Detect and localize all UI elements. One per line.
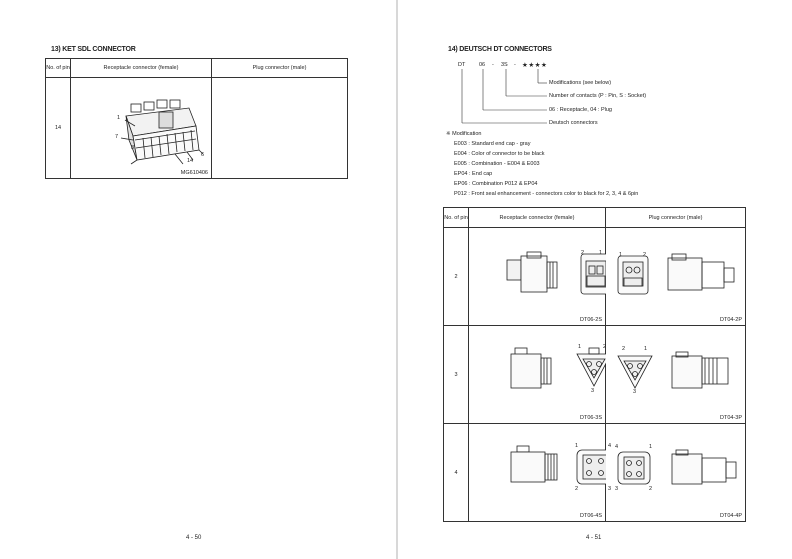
pin-label: 3 bbox=[615, 486, 619, 492]
part-code-dt04-4p: DT04-4P bbox=[719, 513, 742, 519]
table-row bbox=[444, 326, 746, 424]
ket-receptacle-cell bbox=[71, 78, 212, 179]
pin-label-1: 1 bbox=[117, 115, 121, 121]
pin-label-8: 8 bbox=[131, 145, 135, 151]
table-row bbox=[444, 424, 746, 522]
pin-label: 2 bbox=[603, 344, 607, 350]
pin-label: 2 bbox=[622, 346, 626, 352]
pin-label: 4 bbox=[608, 443, 612, 449]
dt06-2s-drawing bbox=[469, 228, 606, 325]
code-part-dash: - bbox=[492, 62, 494, 68]
pin-label: 3 bbox=[591, 388, 595, 394]
code-part-dash: - bbox=[514, 62, 516, 68]
dt04-2p-cell bbox=[606, 228, 746, 326]
legend-deutsch: Deutsch connectors bbox=[549, 120, 598, 126]
pin-count: 2 bbox=[454, 273, 458, 280]
right-page bbox=[398, 0, 792, 559]
pin-label: 1 bbox=[578, 344, 582, 350]
pin-count: 14 bbox=[54, 125, 62, 131]
code-part-3s: 3S bbox=[501, 62, 508, 68]
header-receptacle bbox=[71, 59, 212, 78]
mod-p012: P012 : Front seal enhancement - connectors color to black for 2, 3, 4 & 6pin bbox=[454, 191, 639, 197]
mod-ep04: EP04 : End cap bbox=[454, 171, 493, 177]
part-code-dt06-2s: DT06-2S bbox=[579, 317, 602, 323]
page-number-right: 4 - 51 bbox=[586, 535, 602, 541]
part-code-dt06-3s: DT06-3S bbox=[579, 415, 602, 421]
header-text: No. of pin bbox=[444, 214, 468, 221]
dt06-3s-drawing bbox=[469, 326, 606, 423]
pin-label-14: 14 bbox=[187, 158, 194, 164]
legend-receptacle-plug: 06 : Receptacle, 04 : Plug bbox=[549, 107, 612, 113]
pin-label: 1 bbox=[599, 250, 603, 256]
pin-label: 1 bbox=[619, 252, 623, 258]
pin-label-6: 6 bbox=[201, 152, 205, 158]
code-part-stars: ★★★★ bbox=[522, 62, 548, 69]
pin-label: 3 bbox=[633, 389, 637, 395]
mod-ep06: EP06 : Combination P012 & EP04 bbox=[454, 181, 538, 187]
modification-title: ※ Modification bbox=[446, 131, 482, 137]
table-row bbox=[444, 228, 746, 326]
pin-label: 4 bbox=[615, 444, 619, 450]
page-number-left: 4 - 50 bbox=[186, 535, 202, 541]
ket-plug-cell bbox=[212, 78, 348, 179]
pin-count-cell bbox=[444, 228, 469, 326]
mod-e004: E004 : Color of connector to be black bbox=[454, 151, 545, 157]
legend-modifications: Modifications (see below) bbox=[549, 80, 612, 86]
dt04-3p-drawing bbox=[606, 326, 746, 423]
mod-e005: E005 : Combination - E004 & E003 bbox=[454, 161, 540, 167]
pin-label: 1 bbox=[649, 444, 653, 450]
pin-label-7: 7 bbox=[115, 134, 119, 140]
part-code-dt06-4s: DT06-4S bbox=[579, 513, 602, 519]
legend-contacts: Number of contacts (P : Pin, S : Socket) bbox=[549, 93, 647, 99]
mod-e003: E003 : Standard end cap - gray bbox=[454, 141, 531, 147]
dt06-3s-cell bbox=[469, 326, 606, 424]
ket-connector-table bbox=[45, 58, 348, 179]
pin-count-cell bbox=[444, 424, 469, 522]
pin-label: 2 bbox=[643, 252, 647, 258]
pin-count: 4 bbox=[454, 469, 458, 476]
dt04-3p-cell bbox=[606, 326, 746, 424]
part-code-dt04-3p: DT04-3P bbox=[719, 415, 742, 421]
header-receptacle bbox=[469, 208, 606, 228]
code-leader-lines bbox=[453, 68, 553, 130]
header-text: Receptacle connector (female) bbox=[499, 214, 575, 221]
header-no-of-pin bbox=[444, 208, 469, 228]
ket-part-code: MG610406 bbox=[180, 170, 208, 176]
header-text: Plug connector (male) bbox=[252, 65, 307, 71]
pin-label: 2 bbox=[581, 250, 585, 256]
pin-label: 1 bbox=[644, 346, 648, 352]
part-code-dt04-2p: DT04-2P bbox=[719, 317, 742, 323]
section-title-ket: 13) KET SDL CONNECTOR bbox=[51, 46, 136, 53]
pin-label: 2 bbox=[649, 486, 653, 492]
header-no-of-pin bbox=[46, 59, 71, 78]
deutsch-connector-table bbox=[443, 207, 746, 522]
dt04-4p-cell bbox=[606, 424, 746, 522]
pin-label: 2 bbox=[575, 486, 579, 492]
pin-label: 1 bbox=[575, 443, 579, 449]
header-plug bbox=[606, 208, 746, 228]
code-part-06: 06 bbox=[479, 62, 486, 68]
code-part-dt: DT bbox=[458, 62, 466, 68]
pin-label: 3 bbox=[608, 486, 612, 492]
dt06-4s-drawing bbox=[469, 424, 606, 521]
pin-count-cell bbox=[444, 326, 469, 424]
dt06-4s-cell bbox=[469, 424, 612, 522]
section-title-deutsch: 14) DEUTSCH DT CONNECTORS bbox=[448, 46, 552, 53]
header-text: No. of pin bbox=[46, 65, 70, 71]
dt04-4p-drawing bbox=[606, 424, 746, 521]
pin-count-cell bbox=[46, 78, 71, 179]
pin-count: 3 bbox=[454, 371, 458, 378]
header-text: Receptacle connector (female) bbox=[103, 65, 179, 71]
dt06-2s-cell bbox=[469, 228, 606, 326]
header-plug bbox=[212, 59, 348, 78]
dt04-2p-drawing bbox=[606, 228, 746, 325]
header-text: Plug connector (male) bbox=[648, 214, 703, 221]
